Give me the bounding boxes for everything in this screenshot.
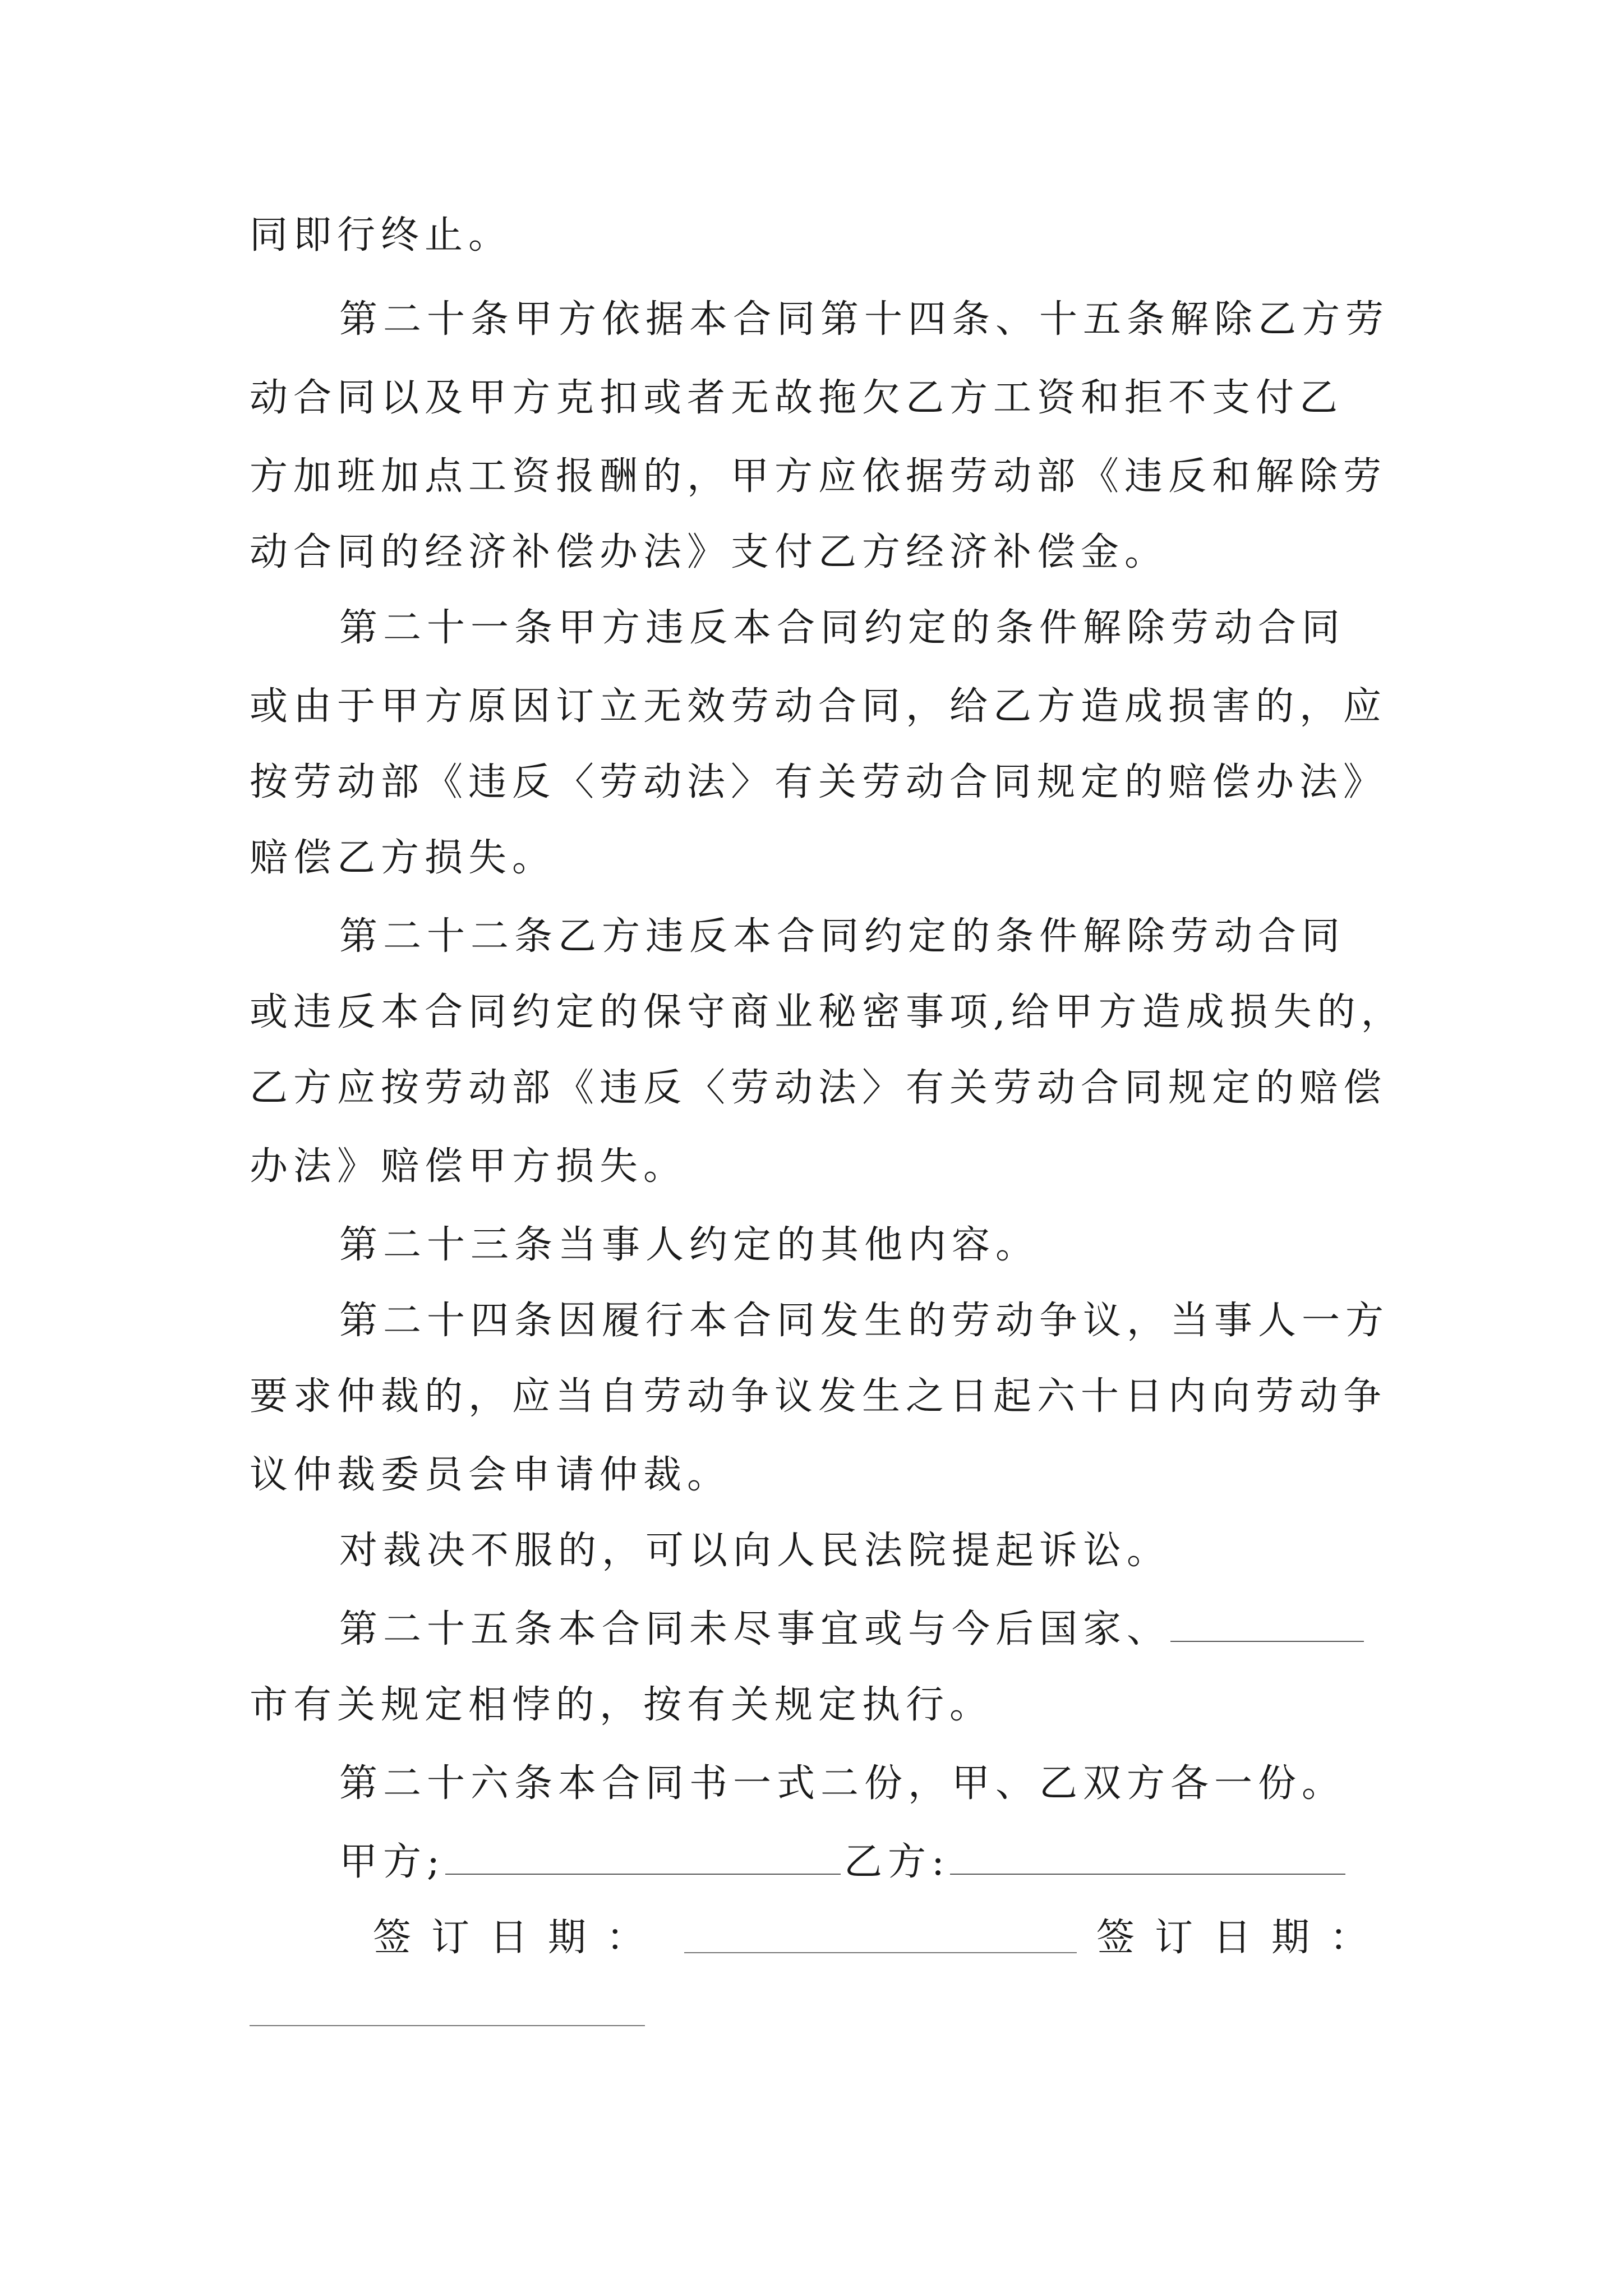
party-a-signature-row	[339, 1840, 841, 1885]
text-line: 或违反本合同约定的保守商业秘密事项,给甲方造成损失的，	[250, 990, 1405, 1034]
clause-23-line: 第二十三条当事人约定的其他内容。	[339, 1223, 1040, 1267]
party-a-label: 甲方;	[339, 1840, 445, 1884]
date-a-blank	[684, 1952, 1077, 1953]
date-label-b: 签订日期：	[1096, 1916, 1389, 1960]
party-b-signature-row	[844, 1840, 1345, 1885]
text-line: 乙方应按劳动部《违反〈劳动法〉有关劳动合同规定的赔偿	[250, 1066, 1387, 1110]
text-line: 办法》赔偿甲方损失。	[250, 1144, 688, 1189]
text-line: 或由于甲方原因订立无效劳动合同，给乙方造成损害的，应	[250, 684, 1387, 729]
party-a-blank	[445, 1840, 841, 1875]
text-line: 按劳动部《违反〈劳动法〉有关劳动合同规定的赔偿办法》	[250, 760, 1387, 804]
text-line: 市有关规定相悖的，按有关规定执行。	[250, 1683, 994, 1727]
text-line: 要求仲裁的，应当自劳动争议发生之日起六十日内向劳动争	[250, 1374, 1387, 1419]
text-line: 方加班加点工资报酬的，甲方应依据劳动部《违反和解除劳	[250, 454, 1387, 499]
appeal-line: 对裁决不服的，可以向人民法院提起诉讼。	[339, 1529, 1171, 1573]
party-b-blank	[950, 1840, 1345, 1875]
text-line: 同即行终止。	[250, 213, 513, 257]
clause-22-line-1: 第二十二条乙方违反本合同约定的条件解除劳动合同	[339, 914, 1346, 959]
text-line: 动合同的经济补偿办法》支付乙方经济补偿金。	[250, 530, 1169, 574]
date-row-a	[373, 1916, 665, 1961]
clause-24-line-1: 第二十四条因履行本合同发生的劳动争议，当事人一方	[339, 1299, 1390, 1343]
date-b-blank	[250, 2025, 645, 2026]
clause-26-line: 第二十六条本合同书一式二份，甲、乙双方各一份。	[339, 1761, 1346, 1806]
date-row-b	[1096, 1916, 1388, 1961]
clause-21-line-1: 第二十一条甲方违反本合同约定的条件解除劳动合同	[339, 606, 1346, 650]
blank-field	[1170, 1607, 1364, 1642]
clause-20-line-1: 第二十条甲方依据本合同第十四条、十五条解除乙方劳	[339, 297, 1390, 342]
text-line: 动合同以及甲方克扣或者无故拖欠乙方工资和拒不支付乙	[250, 376, 1344, 420]
text-line: 议仲裁委员会申请仲裁。	[250, 1453, 731, 1497]
text-line: 赔偿乙方损失。	[250, 836, 556, 880]
clause-25-line-1: 第二十五条本合同未尽事宜或与今后国家、	[339, 1607, 1364, 1652]
party-b-label: 乙方:	[844, 1840, 950, 1884]
date-label-a: 签订日期：	[373, 1916, 665, 1960]
